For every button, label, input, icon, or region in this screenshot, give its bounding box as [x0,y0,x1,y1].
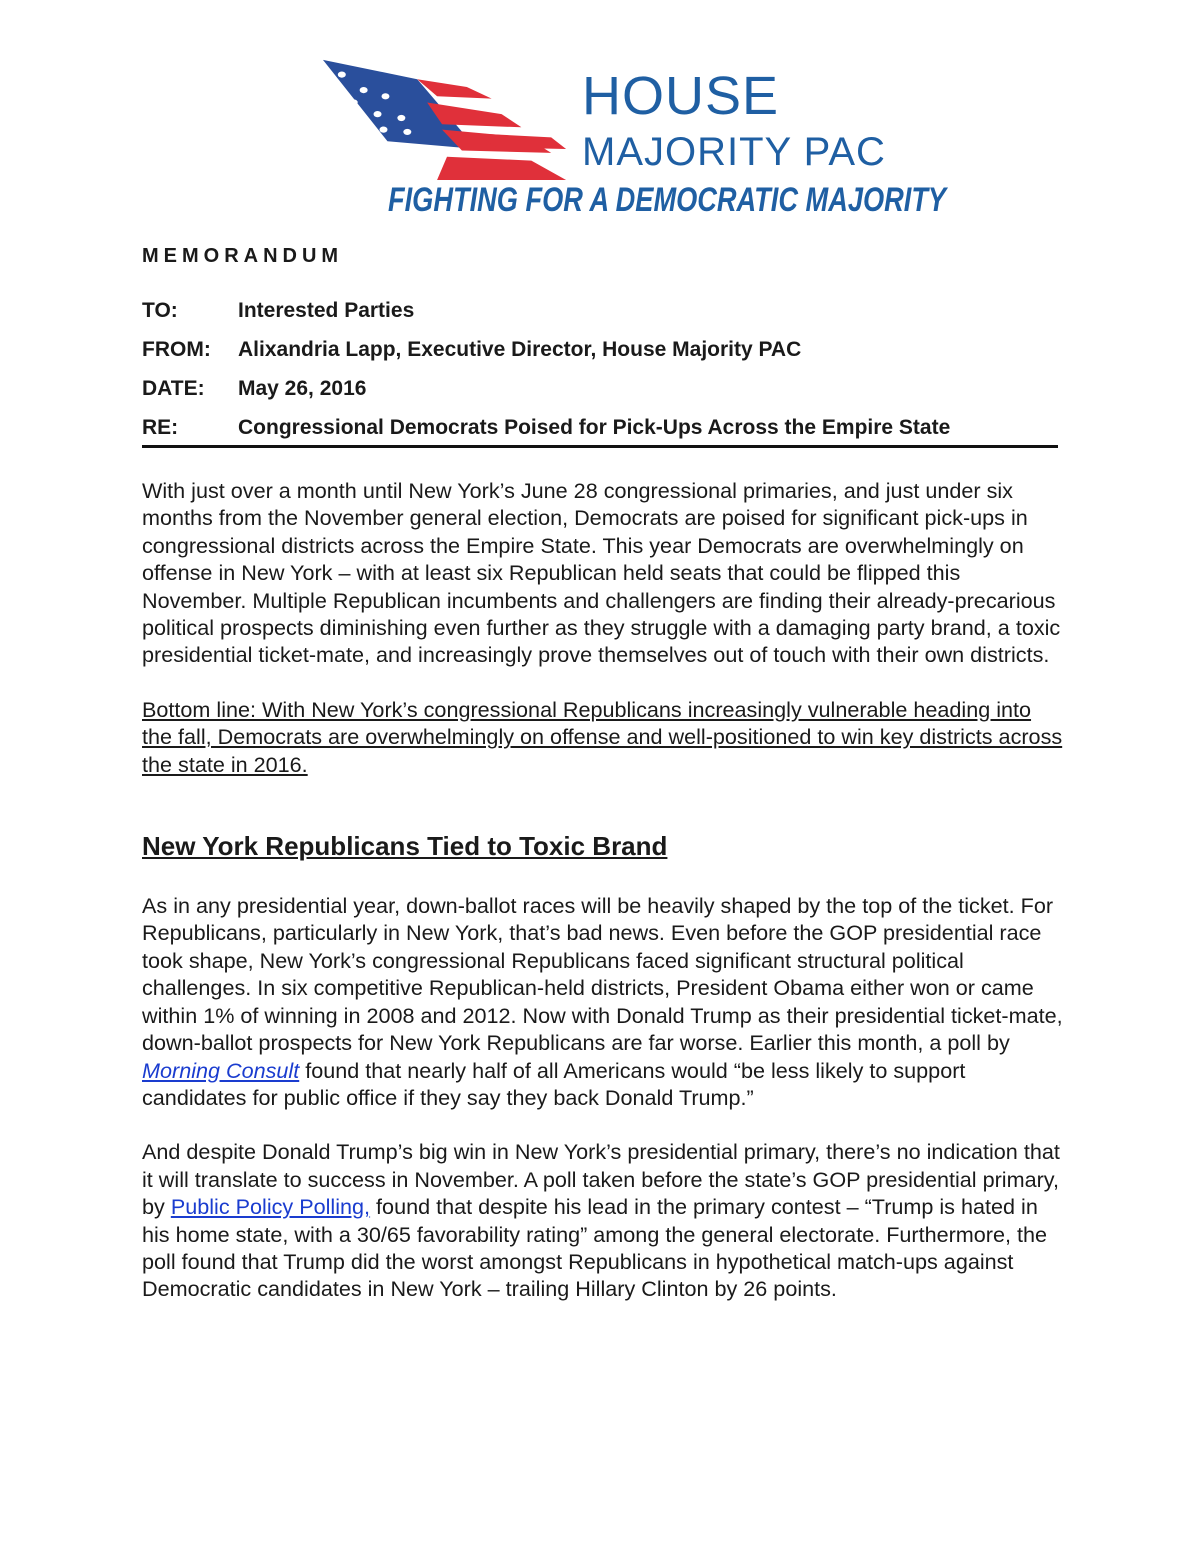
from-row [142,337,1072,367]
paragraph-morning-consult [142,892,1067,1111]
house-majority-pac-logo [318,56,947,232]
logo-tagline: FIGHTING FOR A DEMOCRATIC MAJORITY [388,181,947,219]
to-row [142,298,1072,328]
re-row [142,415,1072,445]
p2-text-after: found that despite his lead in the primary contest – “Trump is hated in his home state, with a 30/65 favorability rating” among the general electorate. Furthermore, the poll found that Trump did the worst amongst Republicans in hypothetical match-ups against Democratic candidates in New York – trailing Hillary Clinton by 26 points. [142,1194,1048,1302]
date-label: DATE: [142,377,205,400]
re-label: RE: [142,416,179,439]
flag-icon [318,56,576,180]
logo-pac-text: MAJORITY PAC [582,130,886,174]
memo-title: MEMORANDUM [142,245,344,267]
morning-consult-link[interactable]: Morning Consult [142,1057,300,1083]
date-row [142,376,1072,406]
p1-text-before: As in any presidential year, down-ballot races will be heavily shaped by the top of the ticket. For Republicans, particularly in New York, that’s bad news. Even before the GOP presidential race took shape, New York’s congressional Republicans faced significant structural political challenges. In six competitive Republican-held districts, President Obama either won or came within 1% of winning in 2008 and 2012. Now with Donald Trump as their presidential ticket-mate, down-ballot prospects for New York Republicans are far worse. Earlier this month, a poll by [142,893,1063,1056]
from-value: Alixandria Lapp, Executive Director, House Majority PAC [238,338,802,361]
to-label: TO: [142,299,178,322]
date-value: May 26, 2016 [238,377,367,400]
paragraph-ppp [142,1138,1067,1302]
public-policy-polling-link[interactable]: Public Policy Polling, [170,1194,371,1220]
to-value: Interested Parties [238,299,415,322]
re-value: Congressional Democrats Poised for Pick-Ups Across the Empire State [238,416,951,439]
from-label: FROM: [142,338,211,361]
bottom-line-paragraph: Bottom line: With New York’s congressional Republicans increasingly vulnerable heading into the fall, Democrats are overwhelmingly on offense and well-positioned to win key districts across the state in 2016. [142,696,1063,777]
memo-body [142,477,1067,1303]
p2-text-before: And despite Donald Trump’s big win in New York’s presidential primary, there’s no indication that it will translate to success in November. A poll taken before the state’s GOP presidential primary, by [142,1139,1060,1220]
logo-house-text: HOUSE [582,66,780,126]
header-divider [142,445,1058,448]
p1-text-after: found that nearly half of all Americans would “be less likely to support candidates for public office if they say they back Donald Trump.” [142,1057,966,1110]
intro-paragraph: With just over a month until New York’s June 28 congressional primaries, and just under six months from the November general election, Democrats are poised for significant pick-ups in congressional districts across the Empire State. This year Democrats are overwhelmingly on offense in New York – with at least six Republican held seats that could be flipped this November. Multiple Republican incumbents and challengers are finding their already-precarious political prospects diminishing even further as they struggle with a damaging party brand, a toxic presidential ticket-mate, and increasingly prove themselves out of touch with their own districts. [142,478,1061,668]
section-heading: New York Republicans Tied to Toxic Brand [142,831,668,862]
